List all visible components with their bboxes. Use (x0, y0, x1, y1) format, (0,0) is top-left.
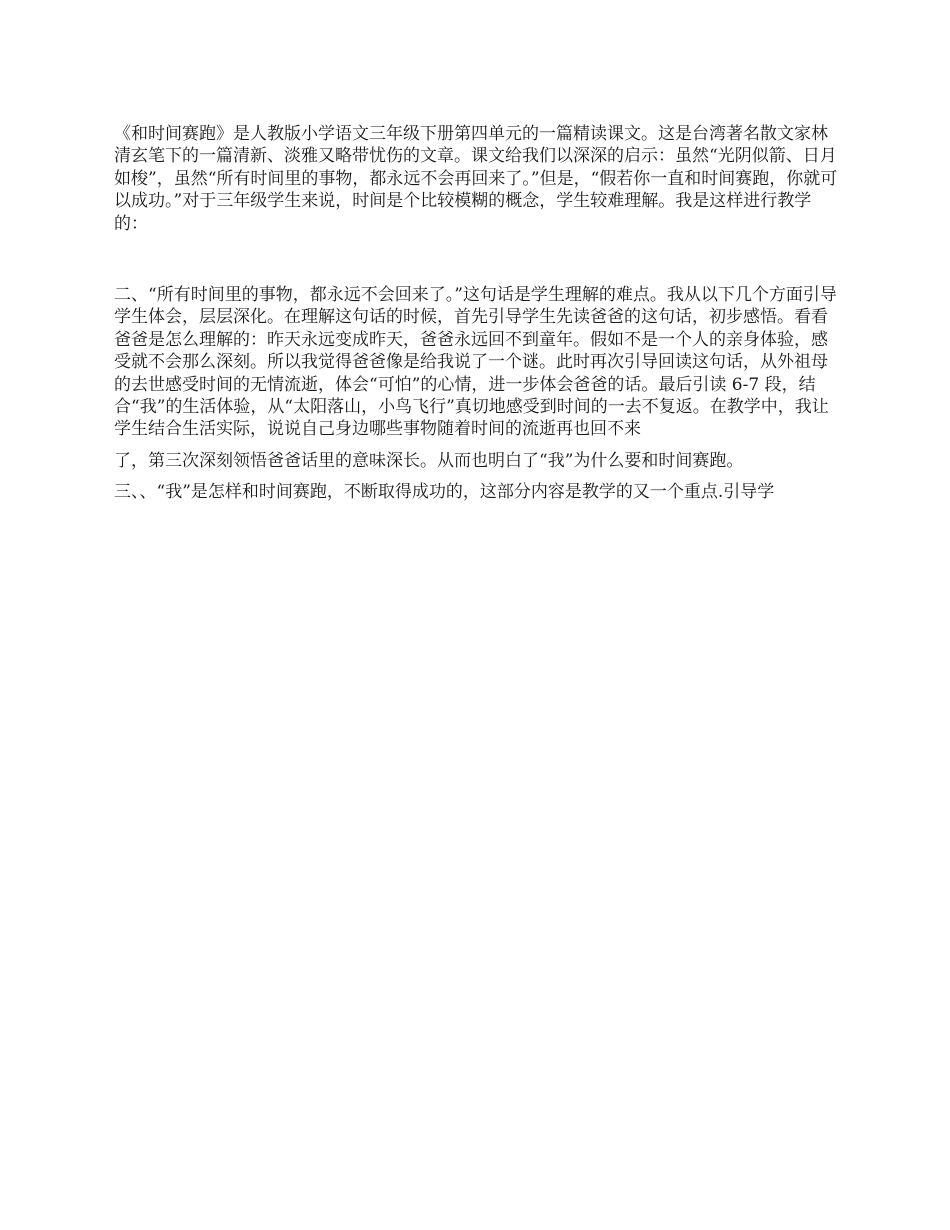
paragraph-spacer (114, 235, 840, 284)
paragraph-spacer (114, 472, 840, 481)
paragraph-section-three: 三、、“我”是怎样和时间赛跑，不断取得成功的，这部分内容是教学的又一个重点.引导学 (114, 482, 775, 503)
paragraph-intro: 《和时间赛跑》是人教版小学语文三年级下册第四单元的一篇精读课文。这是台湾著名散文家林清玄笔下的一篇清新、淡雅又略带忧伤的文章。课文给我们以深深的启示：虽然“光阴似箭、日月如梭”，虽然“所有时间里的事物，都永远不会再回来了。”但是，“假若你一直和时间赛跑，你就可以成功。”对于三年级学生来说，时间是个比较模糊的概念，学生较难理解。我是这样进行教学的： (114, 124, 838, 234)
paragraph-spacer (114, 441, 840, 450)
paragraph-section-two: 二、“所有时间里的事物，都永远不会回来了。”这句话是学生理解的难点。我从以下几个方面引导学生体会，层层深化。在理解这句话的时候，首先引导学生先读爸爸的这句话，初步感悟。看看爸爸是怎么理解的：昨天永远变成昨天，爸爸永远回不到童年。假如不是一个人的亲身体验，感受就不会那么深刻。所以我觉得爸爸像是给我说了一个谜。此时再次引导回读这句话，从外祖母的去世感受时间的无情流逝，体会“可怕”的心情，进一步体会爸爸的话。最后引读 6-7 段，结合“我”的生活体验，从“太阳落山，小鸟飞行”真切地感受到时间的一去不复返。在教学中，我让学生结合生活实际，说说自己身边哪些事物随着时间的流逝再也回不来 (114, 285, 837, 440)
paragraph-section-two-continued: 了，第三次深刻领悟爸爸话里的意味深长。从而也明白了“我”为什么要和时间赛跑。 (114, 450, 744, 471)
document-body (114, 123, 840, 504)
